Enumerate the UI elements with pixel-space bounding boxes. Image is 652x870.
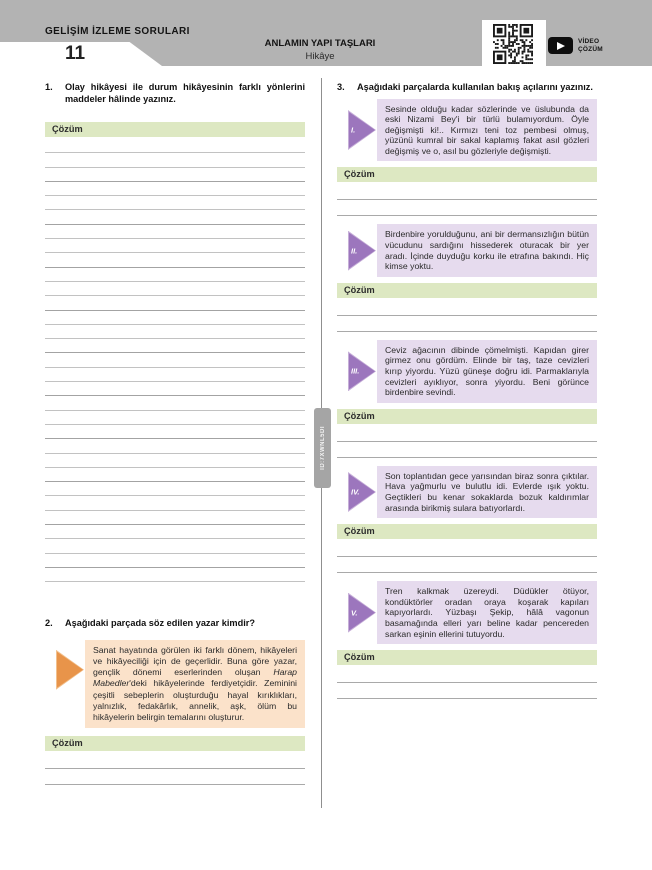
- passage-marker-icon: [348, 110, 376, 150]
- header-titles: [190, 37, 450, 63]
- subtopic-title: Hikâye: [305, 51, 335, 62]
- passage-text-q2: [85, 640, 305, 728]
- answer-lines-q2: [45, 753, 305, 785]
- play-icon: [548, 37, 573, 54]
- question-2-number: 2.: [45, 618, 53, 629]
- answer-lines: [337, 426, 597, 458]
- question-3-passage-1: [351, 99, 597, 162]
- question-3-passage-2: [351, 224, 597, 276]
- answer-lines-q1: [45, 139, 305, 582]
- series-title: GELİŞİM İZLEME SORULARI: [45, 26, 190, 37]
- passage-q2-part1: Sanat hayatında görülen iki farklı dönem, hikâyeleri ve hikâyeciliği için de geçerlidir. Buna göre yazar, gençlik dönemi eserlerinden oluşan: [93, 644, 297, 678]
- question-3-number: 3.: [337, 82, 345, 92]
- passage-marker-icon: [348, 231, 376, 271]
- question-3-heading: [337, 82, 597, 94]
- qr-box: [482, 20, 546, 66]
- solution-bar-q2: Çözüm: [45, 736, 305, 751]
- passage-marker-icon: [348, 593, 376, 633]
- passage-numeral: V.: [351, 608, 358, 618]
- question-1-heading: [45, 82, 305, 105]
- video-solution-badge: [548, 37, 603, 54]
- question-id-tab: [314, 408, 331, 488]
- passage-q2-book-title: Harap Mabedler: [93, 667, 297, 689]
- question-3-text: Aşağıdaki parçalarda kullanılan bakış açılarını yazınız.: [357, 82, 593, 92]
- question-2-passage: [85, 640, 305, 728]
- solution-bar-q1: Çözüm: [45, 122, 305, 137]
- passage-text: Ceviz ağacının dibinde çömelmişti. Kapıdan girer girmez onu gördüm. Elinde bir taş, taze cevizleri kırıp yiyordu. Yüzü güneşe doğru idi. Parmaklarıyla cevizleri ayıklıyor, sonra yiyordu. Beni görünce birdenbire sevindi.: [377, 340, 597, 403]
- question-1-number: 1.: [45, 82, 53, 92]
- question-2-text: Aşağıdaki parçada söz edilen yazar kimdir?: [65, 618, 255, 629]
- passage-numeral: I.: [351, 125, 356, 135]
- answer-lines: [337, 184, 597, 216]
- answer-lines: [337, 667, 597, 699]
- solution-bar: Çözüm: [337, 409, 597, 424]
- solution-bar: Çözüm: [337, 167, 597, 182]
- topic-title: ANLAMIN YAPI TAŞLARI: [264, 38, 376, 49]
- answer-lines: [337, 300, 597, 332]
- passage-marker-icon: [348, 351, 376, 391]
- solution-bar: Çözüm: [337, 650, 597, 665]
- passage-numeral: II.: [351, 246, 358, 256]
- question-3-passage-3: [351, 340, 597, 403]
- qr-code-icon: [493, 24, 533, 64]
- passage-text: Birdenbire yorulduğunu, ani bir dermansızlığın bütün vücudunu sardığını hissederek oturacak bir yer aradı. İçinde duyduğu korku ile etrafına bakındı. Hiç kimse yoktu.: [377, 224, 597, 276]
- question-3-passage-4: [351, 466, 597, 518]
- test-number: 11: [64, 43, 86, 64]
- passage-marker-icon: [56, 650, 84, 690]
- question-1-text: Olay hikâyesi ile durum hikâyesinin farklı yönlerini maddeler hâlinde yazınız.: [65, 82, 305, 104]
- solution-bar: Çözüm: [337, 524, 597, 539]
- left-column: [45, 80, 305, 785]
- video-badge-label: [578, 38, 603, 53]
- question-2-heading: [45, 618, 305, 630]
- question-3-passage-5: [351, 581, 597, 644]
- question-id-label: ID:7XWNL5DI: [319, 426, 326, 470]
- passage-text: Tren kalkmak üzereydi. Düdükler ötüyor, kondüktörler oradan oraya koşarak kapıları kapıyorlardı. Yüzbaşı Şekip, hâlâ vagonun basamağında elleri yarı beline kadar pencereden sarkan eşinin ellerini tutuyordu.: [377, 581, 597, 644]
- passage-marker-icon: [348, 472, 376, 512]
- video-badge-line1: VİDEO: [578, 38, 600, 45]
- passage-text: Sesinde olduğu kadar sözlerinde ve üslubunda da eski Nizami Bey'i bir türlü bulamıyordum. Öyle değişmişti ki!.. Kırmızı teni toz pembesi olmuş, yüzünü kumral bir sakal kaplamış fakat asıl gözleri değişmiş ve o, asıl bu gözleriyle değişmişti.: [377, 99, 597, 162]
- passage-text: Son toplantıdan gece yarısından biraz sonra çıktılar. Hava yağmurlu ve bulutlu idi. Evlerde ışık yoktu. Geçtikleri bu kenar sokaklarda bozuk kaldırımlar arasında birikmiş sulara batıyorlardı.: [377, 466, 597, 518]
- solution-bar: Çözüm: [337, 283, 597, 298]
- passage-numeral: III.: [351, 366, 360, 376]
- video-badge-line2: ÇÖZÜM: [578, 45, 603, 53]
- right-column: [337, 80, 597, 699]
- passage-q2-part2: 'deki hikâyelerinde ferdiyetçidir. Zeminini çeşitli sebeplerin oluşturduğu hayal kırıklıkları, yalnızlık, fedakârlık, annelik, aşk, ölüm bu hikâyelerin belirgin temalarını oluşturur.: [93, 678, 297, 722]
- answer-lines: [337, 541, 597, 573]
- passage-numeral: IV.: [351, 487, 360, 497]
